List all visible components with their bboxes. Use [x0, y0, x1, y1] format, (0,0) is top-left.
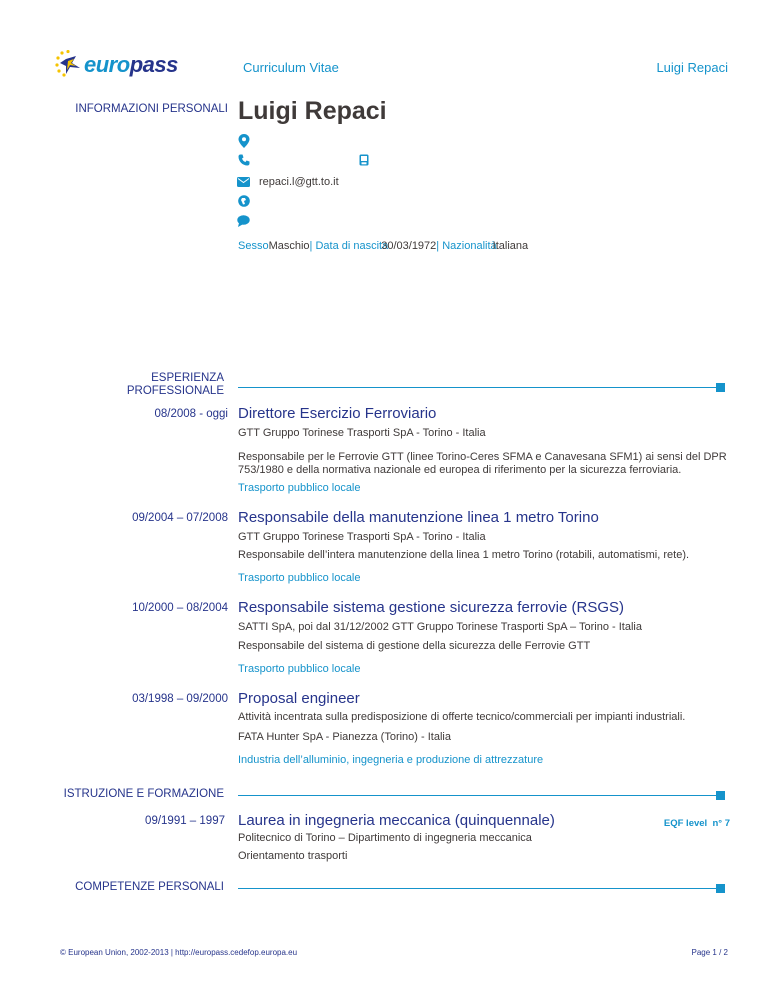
- phone-icon: [238, 154, 250, 166]
- job-employer: SATTI SpA, poi dal 31/12/2002 GTT Gruppo Torinese Trasporti SpA – Torino - Italia: [238, 621, 642, 633]
- education-date: 09/1991 – 1997: [145, 815, 225, 827]
- section-experience-line1: ESPERIENZA: [151, 372, 224, 384]
- page-number: Page 1 / 2: [691, 948, 728, 957]
- footer-copyright: © European Union, 2002-2013 | http://europass.cedefop.europa.eu: [60, 948, 298, 957]
- dob-value: 30/03/1972: [381, 240, 437, 252]
- job-title: Direttore Esercizio Ferroviario: [238, 405, 437, 422]
- nationality-value: Italiana: [492, 240, 529, 252]
- job-title: Proposal engineer: [238, 690, 360, 707]
- page-title: Luigi Repaci: [238, 97, 387, 125]
- job-description: Responsabile del sistema di gestione della sicurezza delle Ferrovie GTT: [238, 640, 591, 652]
- personal-details-line: [238, 240, 528, 252]
- section-personal-info: INFORMAZIONI PERSONALI: [75, 103, 228, 115]
- chat-icon: [237, 215, 250, 227]
- email-icon: [237, 177, 250, 187]
- section-education: ISTRUZIONE E FORMAZIONE: [63, 788, 224, 800]
- job-date: 10/2000 – 08/2004: [132, 602, 228, 614]
- europass-star-icon: [54, 50, 86, 78]
- job-employer: Attività incentrata sulla predisposizione di offerte tecnico/commerciali per impianti industriali.: [238, 711, 686, 723]
- separator: |: [309, 240, 313, 252]
- mobile-icon: [359, 154, 369, 166]
- job-sector: Trasporto pubblico locale: [238, 663, 361, 675]
- section-divider-marker: [716, 884, 725, 893]
- doc-title: Curriculum Vitae: [243, 60, 339, 75]
- dob-label: Data di nascita: [315, 240, 389, 252]
- section-divider: [238, 888, 716, 889]
- section-experience: [24, 372, 224, 398]
- job-description: Responsabile dell’intera manutenzione della linea 1 metro Torino (rotabili, automatismi, rete).: [238, 549, 690, 561]
- email-address[interactable]: repaci.l@gtt.to.it: [259, 176, 339, 188]
- job-description-line: Responsabile per le Ferrovie GTT (linee Torino-Ceres SFMA e Canavesana SFM1) ai sensi del DPR: [238, 451, 727, 463]
- job-sector: Industria dell’alluminio, ingegneria e produzione di attrezzature: [238, 754, 544, 766]
- job-employer: GTT Gruppo Torinese Trasporti SpA - Torino - Italia: [238, 427, 486, 439]
- section-skills: COMPETENZE PERSONALI: [75, 881, 224, 893]
- job-title: Responsabile della manutenzione linea 1 metro Torino: [238, 509, 599, 526]
- job-sector: Trasporto pubblico locale: [238, 482, 361, 494]
- job-date: 09/2004 – 07/2008: [132, 512, 228, 524]
- job-description: FATA Hunter SpA - Pianezza (Torino) - Italia: [238, 731, 451, 743]
- website-icon: [238, 195, 250, 207]
- location-icon: [238, 134, 250, 148]
- job-employer: GTT Gruppo Torinese Trasporti SpA - Torino - Italia: [238, 531, 486, 543]
- job-description: [238, 451, 727, 477]
- europass-logo: europass: [54, 50, 164, 80]
- job-date: 08/2008 - oggi: [154, 408, 228, 420]
- nationality-label: Nazionalità: [442, 240, 497, 252]
- header-person-name: Luigi Repaci: [656, 60, 728, 75]
- section-divider: [238, 387, 716, 388]
- education-detail: Orientamento trasporti: [238, 850, 348, 862]
- section-divider-marker: [716, 791, 725, 800]
- education-school: Politecnico di Torino – Dipartimento di ingegneria meccanica: [238, 832, 532, 844]
- sex-value: Maschio: [268, 240, 310, 252]
- job-title: Responsabile sistema gestione sicurezza ferrovie (RSGS): [238, 599, 624, 616]
- section-experience-line2: PROFESSIONALE: [126, 385, 224, 397]
- job-date: 03/1998 – 09/2000: [132, 693, 228, 705]
- eqf-level: EQF level n° 7: [663, 818, 730, 829]
- section-divider-marker: [716, 383, 725, 392]
- section-divider: [238, 795, 716, 796]
- education-title: Laurea in ingegneria meccanica (quinquennale): [238, 812, 555, 829]
- sex-label: Sesso: [238, 240, 269, 252]
- job-description-line: 753/1980 e della normativa nazionale ed europea di riferimento per la sicurezza ferroviaria.: [238, 464, 682, 476]
- separator: |: [436, 240, 440, 252]
- job-sector: Trasporto pubblico locale: [238, 572, 361, 584]
